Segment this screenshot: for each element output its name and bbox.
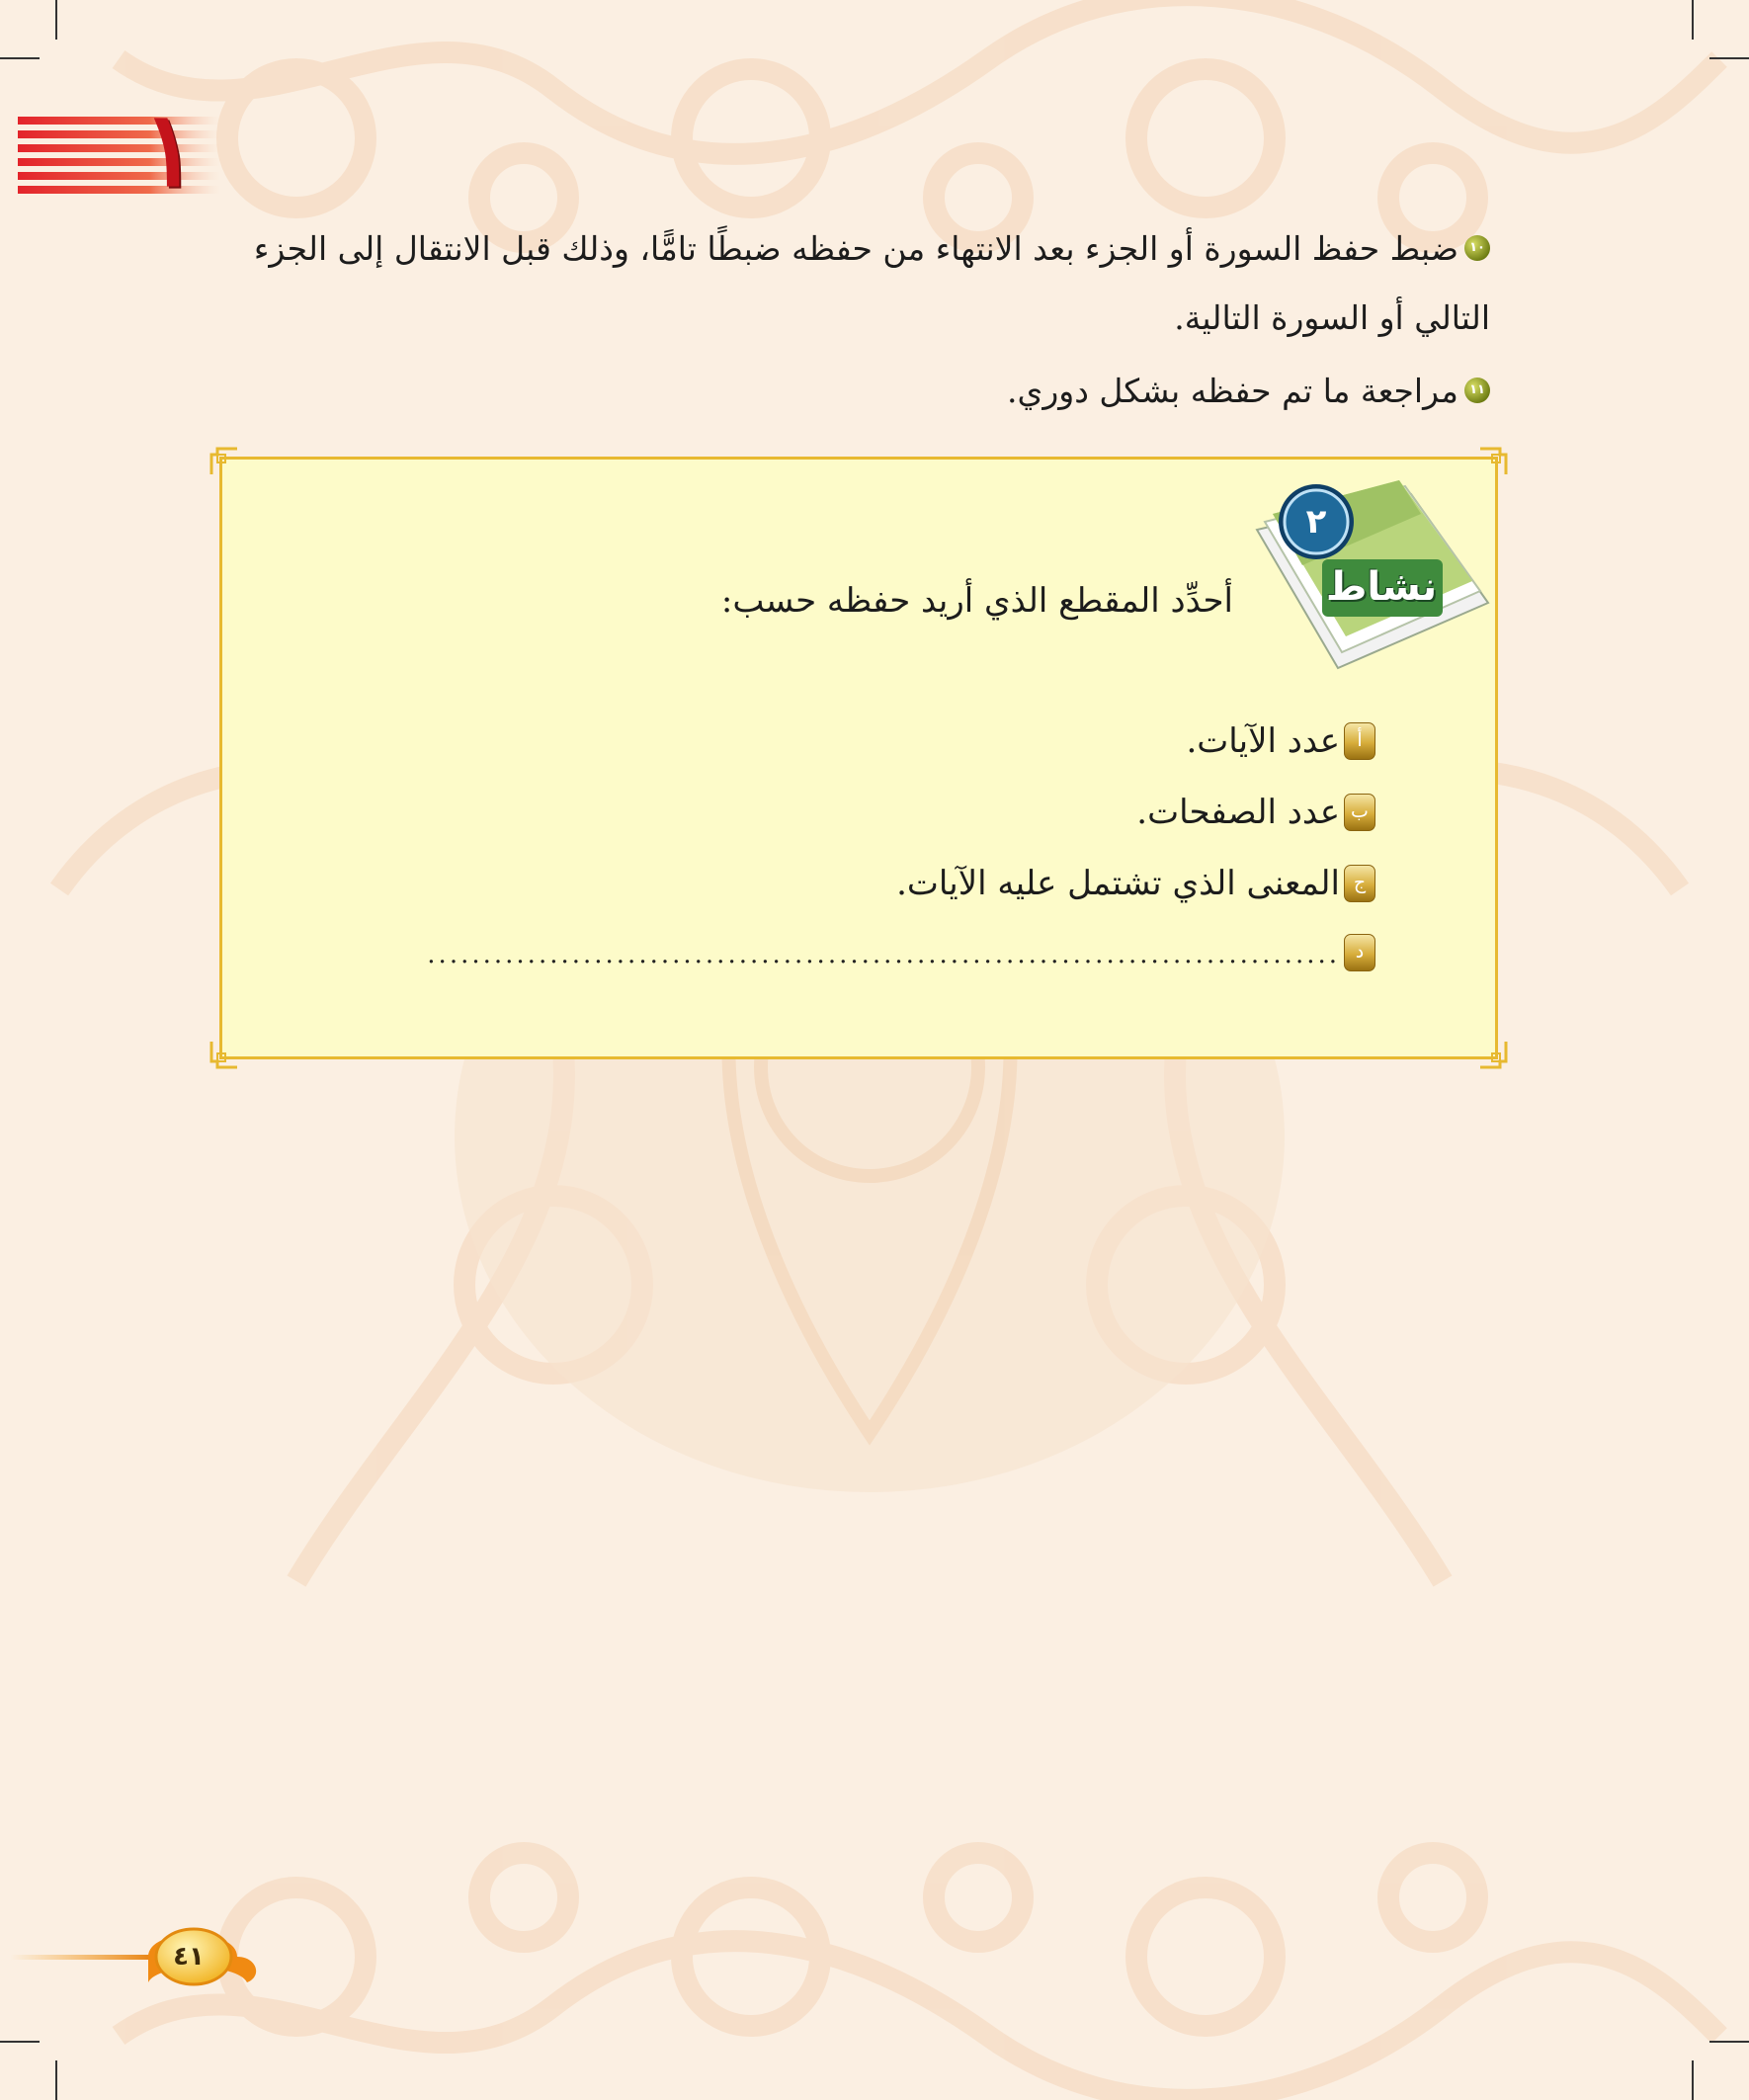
crop-mark: [0, 57, 40, 59]
crop-mark: [55, 0, 57, 40]
list-item: [1007, 372, 1490, 410]
option-letter: ب: [1344, 794, 1375, 831]
activity-prompt: أحدِّد المقطع الذي أريد حفظه حسب:: [720, 581, 1233, 621]
chapter-number: ١: [142, 88, 198, 210]
option-item: [427, 929, 1375, 976]
item-bullet: ١١: [1464, 378, 1490, 403]
crop-mark: [55, 2060, 57, 2100]
item-text: التالي أو السورة التالية.: [1174, 298, 1490, 337]
crop-mark: [1692, 0, 1694, 40]
activity-label: نشاط: [1325, 564, 1438, 610]
option-letter: أ: [1344, 722, 1375, 760]
corner-ornament: [1478, 1040, 1508, 1069]
option-letter: د: [1344, 934, 1375, 971]
item-text: مراجعة ما تم حفظه بشكل دوري.: [1007, 372, 1458, 410]
corner-ornament: [209, 447, 239, 476]
activity-badge: [1243, 474, 1492, 680]
activity-number: ٢: [1305, 502, 1327, 542]
item-bullet: ١٠: [1464, 235, 1490, 261]
option-item: [1136, 789, 1375, 836]
corner-ornament: [1478, 447, 1508, 476]
crop-mark: [0, 2041, 40, 2043]
item-text: ضبط حفظ السورة أو الجزء بعد الانتهاء من حفظه ضبطًا تامًّا، وذلك قبل الانتقال إلى الجزء: [253, 229, 1458, 268]
option-text: المعنى الذي تشتمل عليه الآيات.: [896, 864, 1340, 903]
option-text: عدد الآيات.: [1186, 721, 1340, 761]
list-item: [254, 229, 1490, 268]
option-text: عدد الصفحات.: [1136, 793, 1340, 832]
crop-mark: [1709, 2041, 1749, 2043]
option-item: [1186, 717, 1375, 765]
corner-ornament: [209, 1040, 239, 1069]
option-item: [896, 860, 1375, 907]
page-number-ornament: [10, 1917, 267, 1996]
answer-blank[interactable]: ..................................................................................: [427, 940, 1340, 969]
page-number: ٤١: [173, 1942, 205, 1972]
crop-mark: [1692, 2060, 1694, 2100]
list-item-continuation: [1174, 298, 1490, 337]
crop-mark: [1709, 57, 1749, 59]
option-letter: ج: [1344, 865, 1375, 902]
